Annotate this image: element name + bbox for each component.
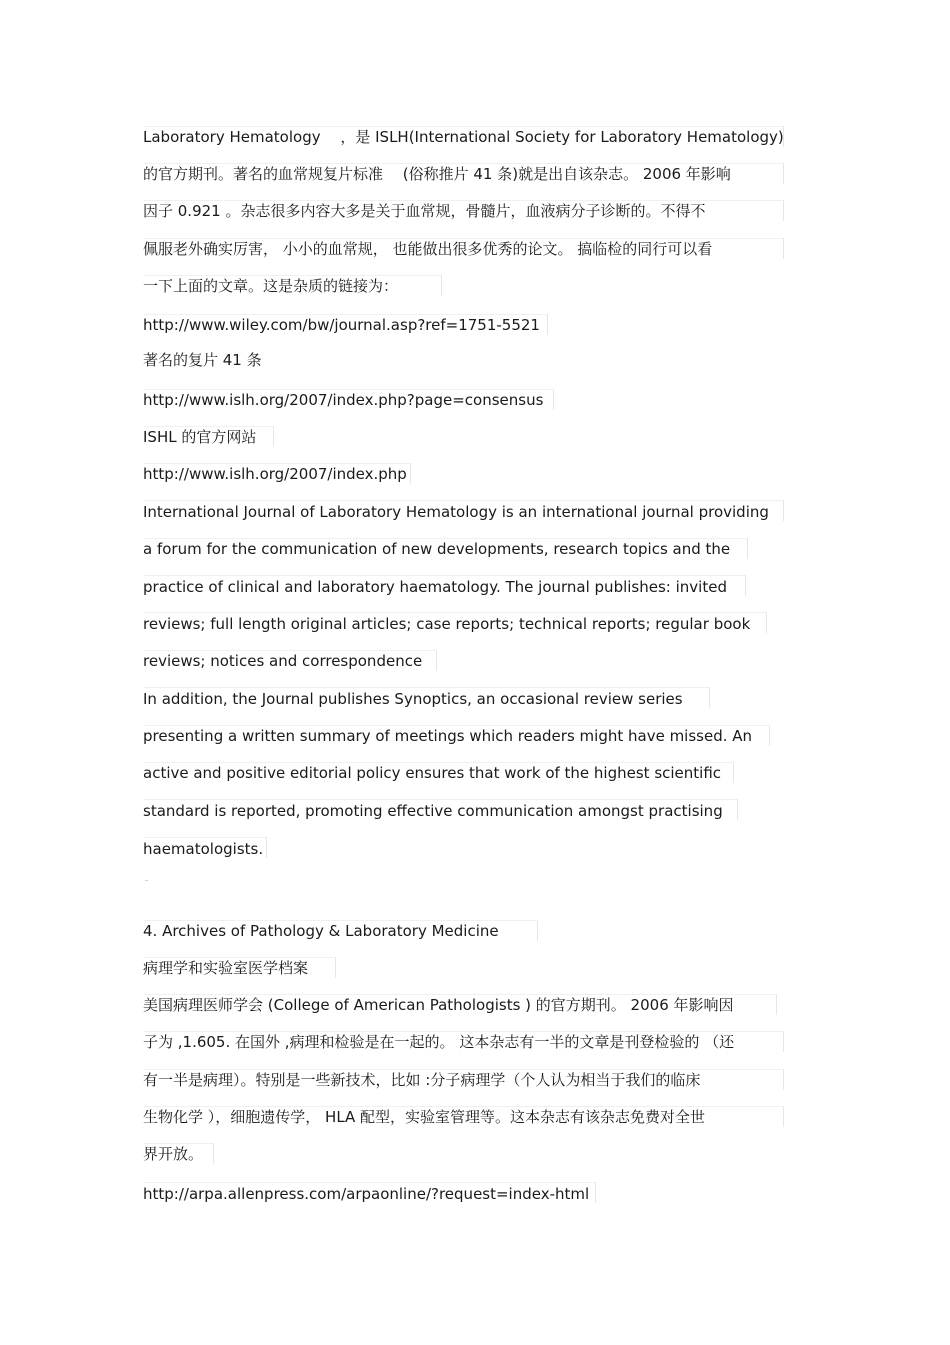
paragraph-line: haematologists. bbox=[143, 840, 264, 858]
consensus-link[interactable]: http://www.islh.org/2007/index.php?page=consensus bbox=[143, 391, 544, 409]
section-label: 著名的复片 41 条 bbox=[143, 351, 262, 369]
paragraph-line: 美国病理医师学会 (College of American Pathologists ) 的官方期刊。 2006 年影响因 bbox=[143, 996, 734, 1014]
paragraph-line: In addition, the Journal publishes Synoptics, an occasional review series bbox=[143, 690, 683, 708]
paragraph-line: 生物化学 ），细胞遗传学， HLA 配型，实验室管理等。这本杂志有该杂志免费对全世 bbox=[143, 1108, 706, 1126]
divider-mark bbox=[145, 880, 148, 881]
paragraph-line: 因子 0.921 。杂志很多内容大多是关于血常规，骨髓片，血液病分子诊断的。不得不 bbox=[143, 202, 706, 220]
paragraph-line: 一下上面的文章。这是杂质的链接为： bbox=[143, 277, 399, 295]
section-label: 病理学和实验室医学档案 bbox=[143, 959, 309, 977]
paragraph-line: active and positive editorial policy ensures that work of the highest scientific bbox=[143, 764, 722, 782]
paragraph-line: Laboratory Hematology ，是 ISLH(International Society for Laboratory Hematology) bbox=[143, 128, 784, 146]
paragraph-line: International Journal of Laboratory Hematology is an international journal providing bbox=[143, 503, 769, 521]
section-label: ISHL 的官方网站 bbox=[143, 428, 257, 446]
paragraph-line: 佩服老外确实厉害， 小小的血常规， 也能做出很多优秀的论文。 搞临检的同行可以看 bbox=[143, 240, 713, 258]
paragraph-line: 界开放。 bbox=[143, 1145, 204, 1163]
section-heading: 4. Archives of Pathology & Laboratory Medicine bbox=[143, 922, 499, 940]
islh-link[interactable]: http://www.islh.org/2007/index.php bbox=[143, 465, 407, 483]
paragraph-line: standard is reported, promoting effective communication amongst practising bbox=[143, 802, 723, 820]
paragraph-line: practice of clinical and laboratory haematology. The journal publishes: invited bbox=[143, 578, 727, 596]
paragraph-line: presenting a written summary of meetings which readers might have missed. An bbox=[143, 727, 753, 745]
journal-link[interactable]: http://www.wiley.com/bw/journal.asp?ref=1751-5521 bbox=[143, 316, 540, 334]
arpa-link[interactable]: http://arpa.allenpress.com/arpaonline/?request=index-html bbox=[143, 1185, 590, 1203]
paragraph-line: 的官方期刊。著名的血常规复片标准 (俗称推片 41 条)就是出自该杂志。 2006 年影响 bbox=[143, 165, 731, 183]
paragraph-line: 有一半是病理）。特别是一些新技术，比如 :分子病理学（个人认为相当于我们的临床 bbox=[143, 1071, 701, 1089]
paragraph-line: 子为 ,1.605. 在国外 ,病理和检验是在一起的。 这本杂志有一半的文章是刊登检验的 （还 bbox=[143, 1033, 735, 1051]
paragraph-line: a forum for the communication of new developments, research topics and the bbox=[143, 540, 731, 558]
paragraph-line: reviews; full length original articles; case reports; technical reports; regular book bbox=[143, 615, 751, 633]
paragraph-line: reviews; notices and correspondence bbox=[143, 652, 423, 670]
